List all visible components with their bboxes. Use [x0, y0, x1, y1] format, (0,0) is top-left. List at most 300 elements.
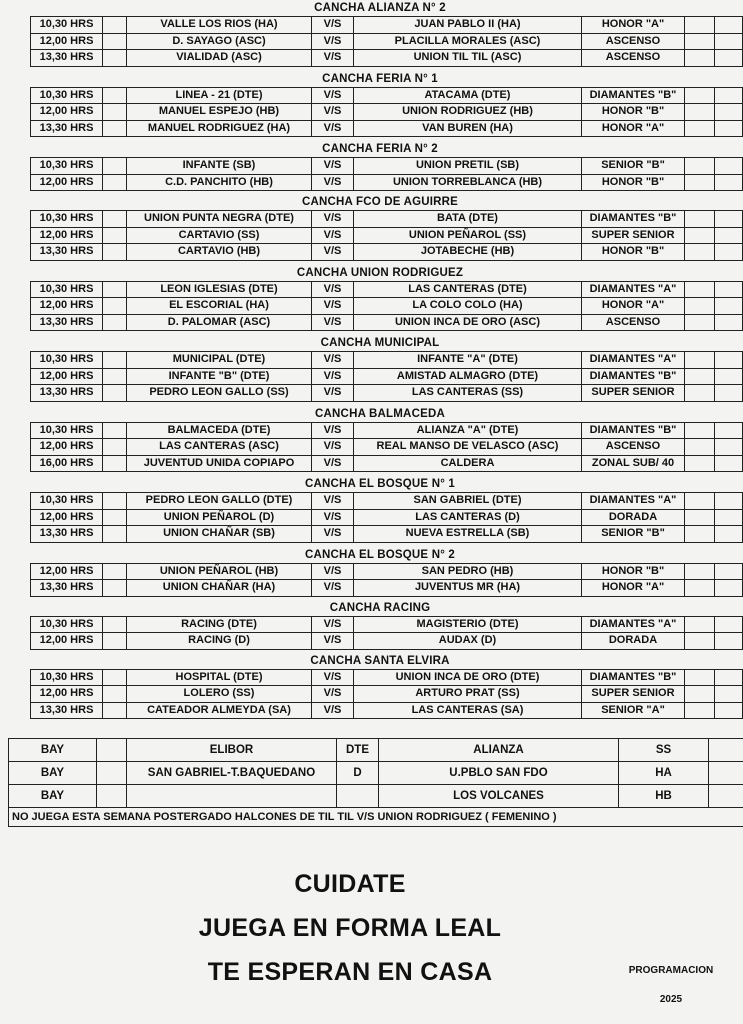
section-table [30, 281, 743, 332]
match-row [31, 352, 743, 369]
home-team: EL ESCORIAL (HA) [127, 298, 312, 315]
match-time: 10,30 HRS [31, 158, 103, 175]
versus-label: V/S [312, 352, 354, 369]
match-time: 10,30 HRS [31, 87, 103, 104]
bay-table [8, 738, 743, 827]
blank-cell [715, 580, 743, 597]
versus-label: V/S [312, 633, 354, 650]
blank-cell [97, 785, 127, 808]
versus-label: V/S [312, 87, 354, 104]
match-time: 13,30 HRS [31, 526, 103, 543]
match-row [31, 702, 743, 719]
bay-category-a [337, 785, 379, 808]
bay-team-b: U.PBLO SAN FDO [379, 762, 619, 785]
category-label: DIAMANTES "B" [582, 422, 685, 439]
match-time: 10,30 HRS [31, 352, 103, 369]
blank-cell [685, 50, 715, 67]
home-team: INFANTE (SB) [127, 158, 312, 175]
match-row [31, 298, 743, 315]
away-team: VAN BUREN (HA) [354, 120, 582, 137]
blank-cell [715, 439, 743, 456]
versus-label: V/S [312, 368, 354, 385]
section-table [30, 492, 743, 543]
blank-cell [103, 686, 127, 703]
home-team: PEDRO LEON GALLO (DTE) [127, 493, 312, 510]
blank-cell [715, 422, 743, 439]
home-team: UNION PEÑAROL (HB) [127, 563, 312, 580]
match-time: 10,30 HRS [31, 669, 103, 686]
match-row [31, 439, 743, 456]
section-title: CANCHA EL BOSQUE N° 2 [304, 548, 455, 561]
bay-label: BAY [9, 785, 97, 808]
blank-cell [685, 669, 715, 686]
blank-cell [103, 120, 127, 137]
match-row [31, 314, 743, 331]
home-team: UNION CHAÑAR (SB) [127, 526, 312, 543]
versus-label: V/S [312, 120, 354, 137]
blank-cell [715, 298, 743, 315]
away-team: AUDAX (D) [354, 633, 582, 650]
blank-cell [685, 526, 715, 543]
match-time: 13,30 HRS [31, 580, 103, 597]
category-label: DIAMANTES "B" [582, 368, 685, 385]
category-label: ASCENSO [582, 439, 685, 456]
blank-cell [103, 33, 127, 50]
blank-cell [685, 211, 715, 228]
match-time: 12,00 HRS [31, 174, 103, 191]
blank-cell [685, 87, 715, 104]
home-team: CARTAVIO (HB) [127, 244, 312, 261]
blank-cell [685, 352, 715, 369]
versus-label: V/S [312, 17, 354, 34]
section-title: CANCHA MUNICIPAL [320, 337, 440, 349]
match-time: 12,00 HRS [31, 227, 103, 244]
slogan-line-3: TE ESPERAN EN CASA [207, 958, 493, 986]
match-time: 12,00 HRS [31, 298, 103, 315]
match-row [31, 158, 743, 175]
blank-cell [715, 352, 743, 369]
match-time: 10,30 HRS [31, 281, 103, 298]
match-row [31, 669, 743, 686]
blank-cell [103, 211, 127, 228]
away-team: LAS CANTERAS (SS) [354, 385, 582, 402]
home-team: UNION PEÑAROL (D) [127, 509, 312, 526]
away-team: BATA (DTE) [354, 211, 582, 228]
blank-cell [685, 281, 715, 298]
blank-cell [103, 104, 127, 121]
versus-label: V/S [312, 385, 354, 402]
match-row [31, 17, 743, 34]
blank-cell [715, 493, 743, 510]
blank-cell [685, 120, 715, 137]
blank-cell [715, 33, 743, 50]
match-time: 12,00 HRS [31, 563, 103, 580]
category-label: DIAMANTES "A" [582, 352, 685, 369]
match-row [31, 368, 743, 385]
home-team: D. SAYAGO (ASC) [127, 33, 312, 50]
match-row [31, 455, 743, 472]
blank-cell [685, 563, 715, 580]
category-label: ASCENSO [582, 33, 685, 50]
match-time: 12,00 HRS [31, 439, 103, 456]
postponed-note: NO JUEGA ESTA SEMANA POSTERGADO HALCONES DE TIL TIL V/S UNION RODRIGUEZ ( FEMENINO ) [9, 808, 743, 827]
blank-cell [715, 104, 743, 121]
section-title: CANCHA SANTA ELVIRA [310, 654, 450, 667]
away-team: SAN PEDRO (HB) [354, 563, 582, 580]
category-label: SENIOR "B" [582, 526, 685, 543]
versus-label: V/S [312, 298, 354, 315]
match-time: 10,30 HRS [31, 17, 103, 34]
away-team: SAN GABRIEL (DTE) [354, 493, 582, 510]
blank-cell [715, 211, 743, 228]
bay-team-b: ALIANZA [379, 739, 619, 762]
versus-label: V/S [312, 158, 354, 175]
match-time: 12,00 HRS [31, 509, 103, 526]
blank-cell [685, 244, 715, 261]
away-team: LA COLO COLO (HA) [354, 298, 582, 315]
versus-label: V/S [312, 616, 354, 633]
blank-cell [103, 174, 127, 191]
category-label: HONOR "A" [582, 580, 685, 597]
home-team: RACING (DTE) [127, 616, 312, 633]
category-label: HONOR "A" [582, 17, 685, 34]
blank-cell [685, 298, 715, 315]
blank-cell [103, 563, 127, 580]
home-team: CARTAVIO (SS) [127, 227, 312, 244]
match-time: 10,30 HRS [31, 422, 103, 439]
category-label: DIAMANTES "A" [582, 493, 685, 510]
match-time: 12,00 HRS [31, 368, 103, 385]
match-row [31, 616, 743, 633]
match-time: 13,30 HRS [31, 120, 103, 137]
away-team: LAS CANTERAS (SA) [354, 702, 582, 719]
match-row [31, 211, 743, 228]
versus-label: V/S [312, 509, 354, 526]
match-row [31, 244, 743, 261]
blank-cell [715, 368, 743, 385]
blank-cell [103, 385, 127, 402]
category-label: HONOR "A" [582, 120, 685, 137]
bay-category-b: SS [619, 739, 709, 762]
home-team: MANUEL ESPEJO (HB) [127, 104, 312, 121]
home-team: MUNICIPAL (DTE) [127, 352, 312, 369]
match-time: 13,30 HRS [31, 244, 103, 261]
blank-cell [685, 174, 715, 191]
footer-year: 2025 [659, 994, 683, 1005]
away-team: UNION TORREBLANCA (HB) [354, 174, 582, 191]
category-label: DIAMANTES "A" [582, 281, 685, 298]
category-label: ASCENSO [582, 50, 685, 67]
versus-label: V/S [312, 314, 354, 331]
blank-cell [103, 50, 127, 67]
section-table [30, 616, 743, 650]
match-row [31, 563, 743, 580]
section-table [30, 422, 743, 473]
category-label: HONOR "B" [582, 174, 685, 191]
bay-label: BAY [9, 762, 97, 785]
blank-cell [709, 739, 743, 762]
away-team: REAL MANSO DE VELASCO (ASC) [354, 439, 582, 456]
category-label: DIAMANTES "A" [582, 616, 685, 633]
match-time: 12,00 HRS [31, 633, 103, 650]
section-title: CANCHA EL BOSQUE N° 1 [304, 478, 455, 490]
blank-cell [715, 17, 743, 34]
versus-label: V/S [312, 244, 354, 261]
versus-label: V/S [312, 686, 354, 703]
versus-label: V/S [312, 211, 354, 228]
versus-label: V/S [312, 104, 354, 121]
home-team: BALMACEDA (DTE) [127, 422, 312, 439]
blank-cell [715, 633, 743, 650]
blank-cell [97, 762, 127, 785]
home-team: VIALIDAD (ASC) [127, 50, 312, 67]
section-table [30, 210, 743, 261]
away-team: JOTABECHE (HB) [354, 244, 582, 261]
blank-cell [103, 616, 127, 633]
category-label: HONOR "B" [582, 104, 685, 121]
away-team: JUVENTUS MR (HA) [354, 580, 582, 597]
away-team: JUAN PABLO II (HA) [354, 17, 582, 34]
versus-label: V/S [312, 563, 354, 580]
versus-label: V/S [312, 33, 354, 50]
match-time: 10,30 HRS [31, 211, 103, 228]
home-team: D. PALOMAR (ASC) [127, 314, 312, 331]
away-team: UNION INCA DE ORO (DTE) [354, 669, 582, 686]
blank-cell [103, 422, 127, 439]
blank-cell [715, 281, 743, 298]
blank-cell [715, 669, 743, 686]
category-label: ASCENSO [582, 314, 685, 331]
bay-row [9, 739, 743, 762]
bay-team-a [127, 785, 337, 808]
versus-label: V/S [312, 580, 354, 597]
home-team: HOSPITAL (DTE) [127, 669, 312, 686]
home-team: LEON IGLESIAS (DTE) [127, 281, 312, 298]
match-time: 13,30 HRS [31, 314, 103, 331]
versus-label: V/S [312, 422, 354, 439]
section-table [30, 16, 743, 67]
home-team: UNION CHAÑAR (HA) [127, 580, 312, 597]
section-title: CANCHA FERIA N° 1 [322, 72, 438, 85]
blank-cell [685, 314, 715, 331]
category-label: HONOR "B" [582, 244, 685, 261]
blank-cell [715, 563, 743, 580]
blank-cell [715, 227, 743, 244]
match-row [31, 526, 743, 543]
category-label: SUPER SENIOR [582, 686, 685, 703]
blank-cell [103, 244, 127, 261]
blank-cell [103, 633, 127, 650]
blank-cell [103, 580, 127, 597]
home-team: JUVENTUD UNIDA COPIAPO [127, 455, 312, 472]
match-time: 13,30 HRS [31, 702, 103, 719]
blank-cell [715, 244, 743, 261]
away-team: LAS CANTERAS (D) [354, 509, 582, 526]
away-team: UNION RODRIGUEZ (HB) [354, 104, 582, 121]
slogan-line-2: JUEGA EN FORMA LEAL [198, 914, 502, 942]
blank-cell [103, 227, 127, 244]
category-label: SUPER SENIOR [582, 227, 685, 244]
section-title: CANCHA BALMACEDA [315, 407, 445, 420]
blank-cell [715, 686, 743, 703]
blank-cell [709, 785, 743, 808]
slogan-line-1: CUIDATE [294, 870, 406, 898]
away-team: ALIANZA "A" (DTE) [354, 422, 582, 439]
blank-cell [715, 702, 743, 719]
match-time: 13,30 HRS [31, 385, 103, 402]
away-team: MAGISTERIO (DTE) [354, 616, 582, 633]
blank-cell [103, 702, 127, 719]
match-row [31, 50, 743, 67]
bay-label: BAY [9, 739, 97, 762]
blank-cell [685, 17, 715, 34]
match-row [31, 281, 743, 298]
blank-cell [685, 616, 715, 633]
blank-cell [103, 352, 127, 369]
away-team: UNION TIL TIL (ASC) [354, 50, 582, 67]
section-table [30, 563, 743, 597]
match-time: 10,30 HRS [31, 493, 103, 510]
blank-cell [715, 509, 743, 526]
blank-cell [97, 739, 127, 762]
versus-label: V/S [312, 174, 354, 191]
blank-cell [103, 17, 127, 34]
blank-cell [715, 385, 743, 402]
blank-cell [715, 158, 743, 175]
bay-team-b: LOS VOLCANES [379, 785, 619, 808]
away-team: NUEVA ESTRELLA (SB) [354, 526, 582, 543]
blank-cell [715, 616, 743, 633]
home-team: CATEADOR ALMEYDA (SA) [127, 702, 312, 719]
blank-cell [103, 439, 127, 456]
section-table [30, 669, 743, 720]
home-team: MANUEL RODRIGUEZ (HA) [127, 120, 312, 137]
versus-label: V/S [312, 227, 354, 244]
blank-cell [715, 120, 743, 137]
match-row [31, 174, 743, 191]
blank-cell [715, 314, 743, 331]
match-row [31, 227, 743, 244]
away-team: UNION PEÑAROL (SS) [354, 227, 582, 244]
versus-label: V/S [312, 669, 354, 686]
category-label: SENIOR "B" [582, 158, 685, 175]
match-row [31, 422, 743, 439]
blank-cell [103, 669, 127, 686]
bay-row [9, 762, 743, 785]
blank-cell [685, 422, 715, 439]
blank-cell [103, 509, 127, 526]
bay-category-b: HB [619, 785, 709, 808]
home-team: PEDRO LEON GALLO (SS) [127, 385, 312, 402]
match-time: 13,30 HRS [31, 50, 103, 67]
match-row [31, 633, 743, 650]
away-team: UNION PRETIL (SB) [354, 158, 582, 175]
bay-team-a: ELIBOR [127, 739, 337, 762]
category-label: DORADA [582, 633, 685, 650]
home-team: LAS CANTERAS (ASC) [127, 439, 312, 456]
bay-category-a: DTE [337, 739, 379, 762]
match-row [31, 104, 743, 121]
category-label: SUPER SENIOR [582, 385, 685, 402]
versus-label: V/S [312, 455, 354, 472]
match-time: 16,00 HRS [31, 455, 103, 472]
versus-label: V/S [312, 493, 354, 510]
category-label: DIAMANTES "B" [582, 211, 685, 228]
category-label: SENIOR "A" [582, 702, 685, 719]
blank-cell [685, 509, 715, 526]
blank-cell [103, 455, 127, 472]
away-team: ATACAMA (DTE) [354, 87, 582, 104]
blank-cell [103, 368, 127, 385]
away-team: INFANTE "A" (DTE) [354, 352, 582, 369]
section-title: CANCHA ALIANZA N° 2 [314, 2, 446, 14]
section-table [30, 157, 743, 191]
blank-cell [715, 174, 743, 191]
match-row [31, 686, 743, 703]
section-table [30, 87, 743, 138]
match-row [31, 509, 743, 526]
home-team: LINEA - 21 (DTE) [127, 87, 312, 104]
blank-cell [103, 158, 127, 175]
blank-cell [103, 298, 127, 315]
bay-category-a: D [337, 762, 379, 785]
versus-label: V/S [312, 50, 354, 67]
match-time: 10,30 HRS [31, 616, 103, 633]
home-team: VALLE LOS RIOS (HA) [127, 17, 312, 34]
blank-cell [685, 580, 715, 597]
category-label: DORADA [582, 509, 685, 526]
bay-note-row [9, 808, 743, 827]
match-row [31, 33, 743, 50]
blank-cell [685, 455, 715, 472]
home-team: LOLERO (SS) [127, 686, 312, 703]
away-team: UNION INCA DE ORO (ASC) [354, 314, 582, 331]
category-label: ZONAL SUB/ 40 [582, 455, 685, 472]
section-table [30, 351, 743, 402]
bay-category-b: HA [619, 762, 709, 785]
match-row [31, 385, 743, 402]
match-time: 12,00 HRS [31, 686, 103, 703]
versus-label: V/S [312, 281, 354, 298]
away-team: LAS CANTERAS (DTE) [354, 281, 582, 298]
footer-label: PROGRAMACION [628, 965, 714, 976]
blank-cell [715, 87, 743, 104]
blank-cell [685, 439, 715, 456]
blank-cell [709, 762, 743, 785]
blank-cell [715, 526, 743, 543]
blank-cell [103, 493, 127, 510]
blank-cell [103, 87, 127, 104]
blank-cell [685, 368, 715, 385]
section-title: CANCHA FCO DE AGUIRRE [301, 196, 459, 208]
home-team: RACING (D) [127, 633, 312, 650]
versus-label: V/S [312, 702, 354, 719]
away-team: CALDERA [354, 455, 582, 472]
blank-cell [103, 526, 127, 543]
blank-cell [685, 385, 715, 402]
bay-row [9, 785, 743, 808]
blank-cell [715, 455, 743, 472]
match-time: 12,00 HRS [31, 33, 103, 50]
blank-cell [103, 314, 127, 331]
blank-cell [685, 158, 715, 175]
home-team: INFANTE "B" (DTE) [127, 368, 312, 385]
away-team: AMISTAD ALMAGRO (DTE) [354, 368, 582, 385]
match-time: 12,00 HRS [31, 104, 103, 121]
blank-cell [715, 50, 743, 67]
blank-cell [685, 702, 715, 719]
section-title: CANCHA UNION RODRIGUEZ [296, 266, 464, 279]
